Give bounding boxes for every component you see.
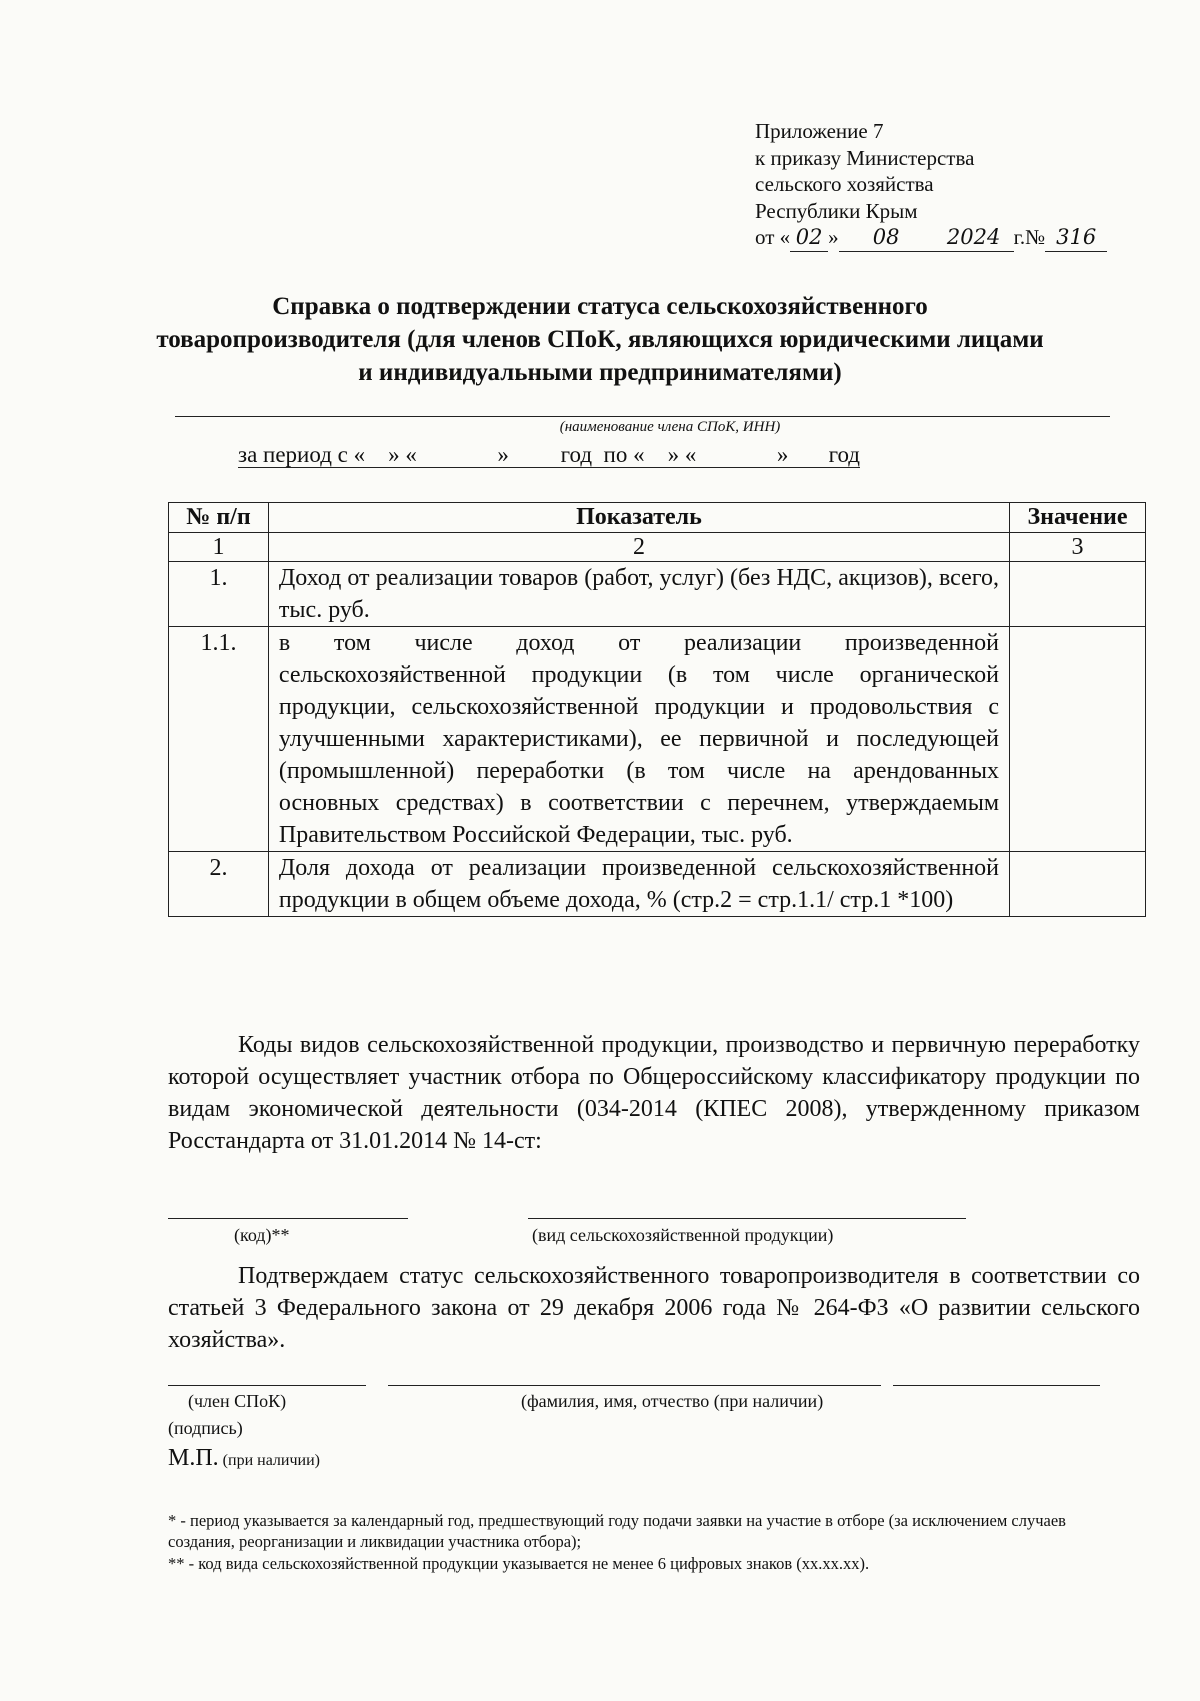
appendix-line-2: к приказу Министерства	[755, 145, 975, 170]
document-title: Справка о подтверждении статуса сельскохозяйственного товаропроизводителя (для членов СПоК, являющихся юридическими лицами и индивидуальными предпринимателями)	[156, 293, 1044, 386]
row-number: 1.1.	[169, 627, 269, 852]
table-row	[169, 852, 1146, 917]
col-header-indicator: Показатель	[268, 503, 1009, 533]
codes-paragraph: Коды видов сельскохозяйственной продукции, производство и первичную переработку которой осуществляет участник отбора по Общероссийскому классификатору продукции по видам экономической деятельности (034-2014 (КПЕС 2008), утвержденному приказом Росстандарта от 31.01.2014 № 14-ст:	[168, 1032, 1140, 1154]
index-cell: 1	[169, 533, 269, 562]
index-cell: 2	[268, 533, 1009, 562]
seal-place	[168, 1445, 320, 1472]
footnote-1: * - период указывается за календарный год, предшествующий году подачи заявки на участие в отборе (за исключением случаев создания, реорганизации и ликвидации участника отбора);	[168, 1511, 1066, 1551]
col-header-num: № п/п	[169, 503, 269, 533]
row-indicator: в том числе доход от реализации произведенной сельскохозяйственной продукции (в том числе органической продукции, сельскохозяйственной продукции и продовольствия с улучшенными характеристиками), ее первичной и последующей (промышленной) переработки (в том числе на арендованных основных средствах) в соответствии с перечнем, утверждаемым Правительством Российской Федерации, тыс. руб.	[268, 627, 1009, 852]
table-row	[169, 562, 1146, 627]
period-line	[238, 442, 1038, 468]
mp-note: (при наличии)	[222, 1452, 320, 1469]
order-day: 02	[790, 224, 828, 252]
code-caption: (код)**	[234, 1225, 290, 1245]
row-value[interactable]	[1010, 852, 1146, 917]
appendix-header	[755, 118, 1135, 252]
order-number: 316	[1045, 224, 1107, 252]
date-prefix: от «	[755, 225, 791, 249]
row-value[interactable]	[1010, 627, 1146, 852]
row-number: 2.	[169, 852, 269, 917]
org-name-caption: (наименование члена СПоК, ИНН)	[559, 419, 781, 435]
date-day-close: »	[828, 225, 839, 249]
mp-label: М.П.	[168, 1445, 219, 1471]
row-indicator: Доход от реализации товаров (работ, услуг) (без НДС, акцизов), всего, тыс. руб.	[268, 562, 1009, 627]
indicator-table	[168, 502, 1146, 917]
table-header-row	[169, 503, 1146, 533]
appendix-line-3: сельского хозяйства	[755, 172, 934, 196]
signature-line	[893, 1385, 1100, 1386]
order-date-line	[755, 224, 1135, 252]
product-caption: (вид сельскохозяйственной продукции)	[532, 1225, 834, 1245]
row-number: 1.	[169, 562, 269, 627]
table-row	[169, 627, 1146, 852]
confirm-paragraph: Подтверждаем статус сельскохозяйственного товаропроизводителя в соответствии со статьей 3 Федерального закона от 29 декабря 2006 года № 264-ФЗ «О развитии сельского хозяйства».	[168, 1263, 1140, 1353]
member-caption: (член СПоК)	[188, 1391, 287, 1411]
org-name-line	[175, 416, 1110, 417]
row-indicator: Доля дохода от реализации произведенной сельскохозяйственной продукции в общем объеме дохода, % (стр.2 = стр.1.1/ стр.1 *100)	[268, 852, 1009, 917]
row-value[interactable]	[1010, 562, 1146, 627]
product-line	[528, 1218, 966, 1219]
appendix-line-4: Республики Крым	[755, 198, 918, 223]
table-index-row	[169, 533, 1146, 562]
period-text: за период с « » « » год по « » « » год	[238, 442, 860, 467]
index-cell: 3	[1010, 533, 1146, 562]
code-line	[168, 1218, 408, 1219]
fio-line	[388, 1385, 881, 1386]
member-sign-line	[168, 1385, 366, 1386]
footnote-2: ** - код вида сельскохозяйственной продукции указывается не менее 6 цифровых знаков (хх.хх.хх).	[168, 1554, 870, 1573]
col-header-value: Значение	[1010, 503, 1146, 533]
order-year: 2024	[934, 224, 1014, 252]
fio-caption: (фамилия, имя, отчество (при наличии)	[521, 1391, 824, 1411]
sign-caption: (подпись)	[168, 1418, 243, 1438]
order-month: 08	[839, 224, 934, 252]
appendix-line-1: Приложение 7	[755, 119, 884, 143]
year-suffix: г.№	[1013, 225, 1046, 249]
